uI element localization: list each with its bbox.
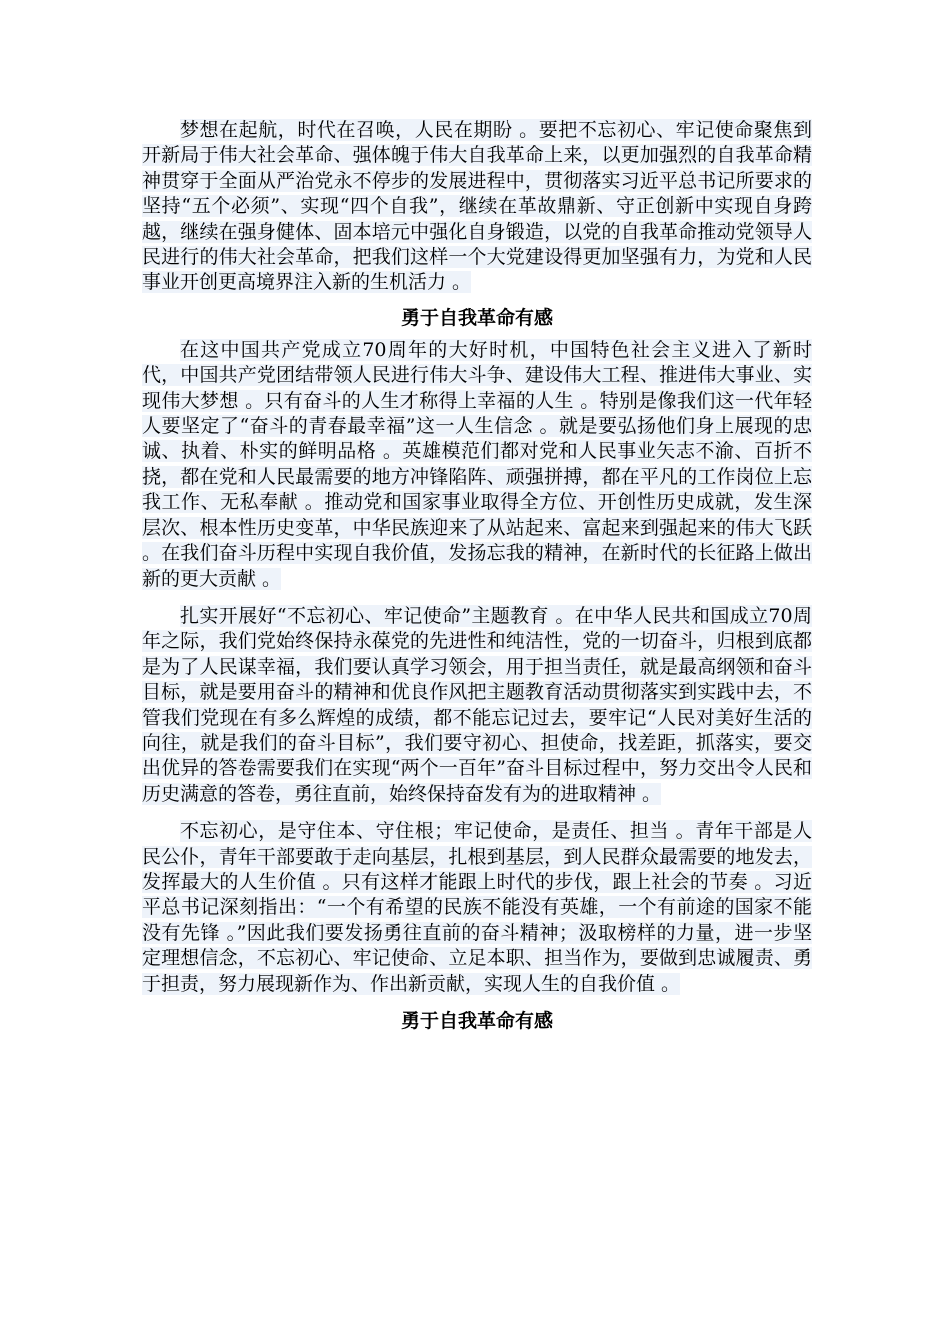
- paragraph-2-text: 在这中国共产党成立70周年的大好时机，中国特色社会主义进入了新时代，中国共产党团结带领人民进行伟大斗争、建设伟大工程、推进伟大事业、实现伟大梦想 。只有奋斗的人生才称得上幸福的人生 。特别是像我们这一代年轻人要坚定了“奋斗的青春最幸福”这一人生信念 。就是要弘扬他们身上展现的忠诚、执着、朴实的鲜明品格 。英雄模范们都对党和人民事业矢志不渝、百折不挠，都在党和人民最需要的地方冲锋陷阵、顽强拼搏，都在平凡的工作岗位上忘我工作、无私奉献 。推动党和国家事业取得全方位、开创性历史成就，发生深层次、根本性历史变革，中华民族迎来了从站起来、富起来到强起来的伟大飞跃 。在我们奋斗历程中实现自我价值，发扬忘我的精神，在新时代的长征路上做出新的更大贡献 。: [142, 338, 812, 590]
- paragraph-1-text: 梦想在起航，时代在召唤，人民在期盼 。要把不忘初心、牢记使命聚焦到开新局于伟大社会革命、强体魄于伟大自我革命上来，以更加强烈的自我革命精神贯穿于全面从严治党永不停步的发展进程中，贯彻落实习近平总书记所要求的坚持“五个必须”、实现“四个自我”，继续在革故鼎新、守正创新中实现自身跨越，继续在强身健体、固本培元中强化自身锻造，以党的自我革命推动党领导人民进行的伟大社会革命，把我们这样一个大党建设得更加坚强有力，为党和人民事业开创更高境界注入新的生机活力 。: [142, 119, 812, 294]
- paragraph-4: [142, 819, 812, 997]
- paragraph-1: [142, 118, 812, 296]
- section-heading-1: 勇于自我革命有感: [400, 306, 553, 329]
- paragraph-3: [142, 604, 812, 807]
- paragraph-4-text: 不忘初心，是守住本、守住根；牢记使命，是责任、担当 。青年干部是人民公仆，青年干部要敢于走向基层，扎根到基层，到人民群众最需要的地发去，发挥最大的人生价值 。只有这样才能跟上时代的步伐，跟上社会的节奏 。习近平总书记深刻指出：“一个有希望的民族不能没有英雄，一个有前途的国家不能没有先锋 。”因此我们要发扬勇往直前的奋斗精神；汲取榜样的力量，进一步坚定理想信念，不忘初心、牢记使命、立足本职、担当作为，要做到忠诚履责、勇于担责，努力展现新作为、作出新贡献，实现人生的自我价值 。: [142, 820, 812, 995]
- section-heading-2: 勇于自我革命有感: [400, 1010, 553, 1032]
- document-page: [142, 118, 812, 1041]
- paragraph-2: [142, 338, 812, 592]
- paragraph-3-text: 扎实开展好“不忘初心、牢记使命”主题教育 。在中华人民共和国成立70周年之际，我们党始终保持永葆党的先进性和纯洁性，党的一切奋斗，归根到底都是为了人民谋幸福，我们要认真学习领会，用于担当责任，就是最高纲领和奋斗目标，就是要用奋斗的精神和优良作风把主题教育活动贯彻落实到实践中去，不管我们党现在有多么辉煌的成绩，都不能忘记过去，要牢记“人民对美好生活的向往，就是我们的奋斗目标”，我们要守初心、担使命，找差距，抓落实，要交出优异的答卷需要我们在实现“两个一百年”奋斗目标过程中，努力交出令人民和历史满意的答卷，勇往直前，始终保持奋发有为的进取精神 。: [142, 604, 812, 805]
